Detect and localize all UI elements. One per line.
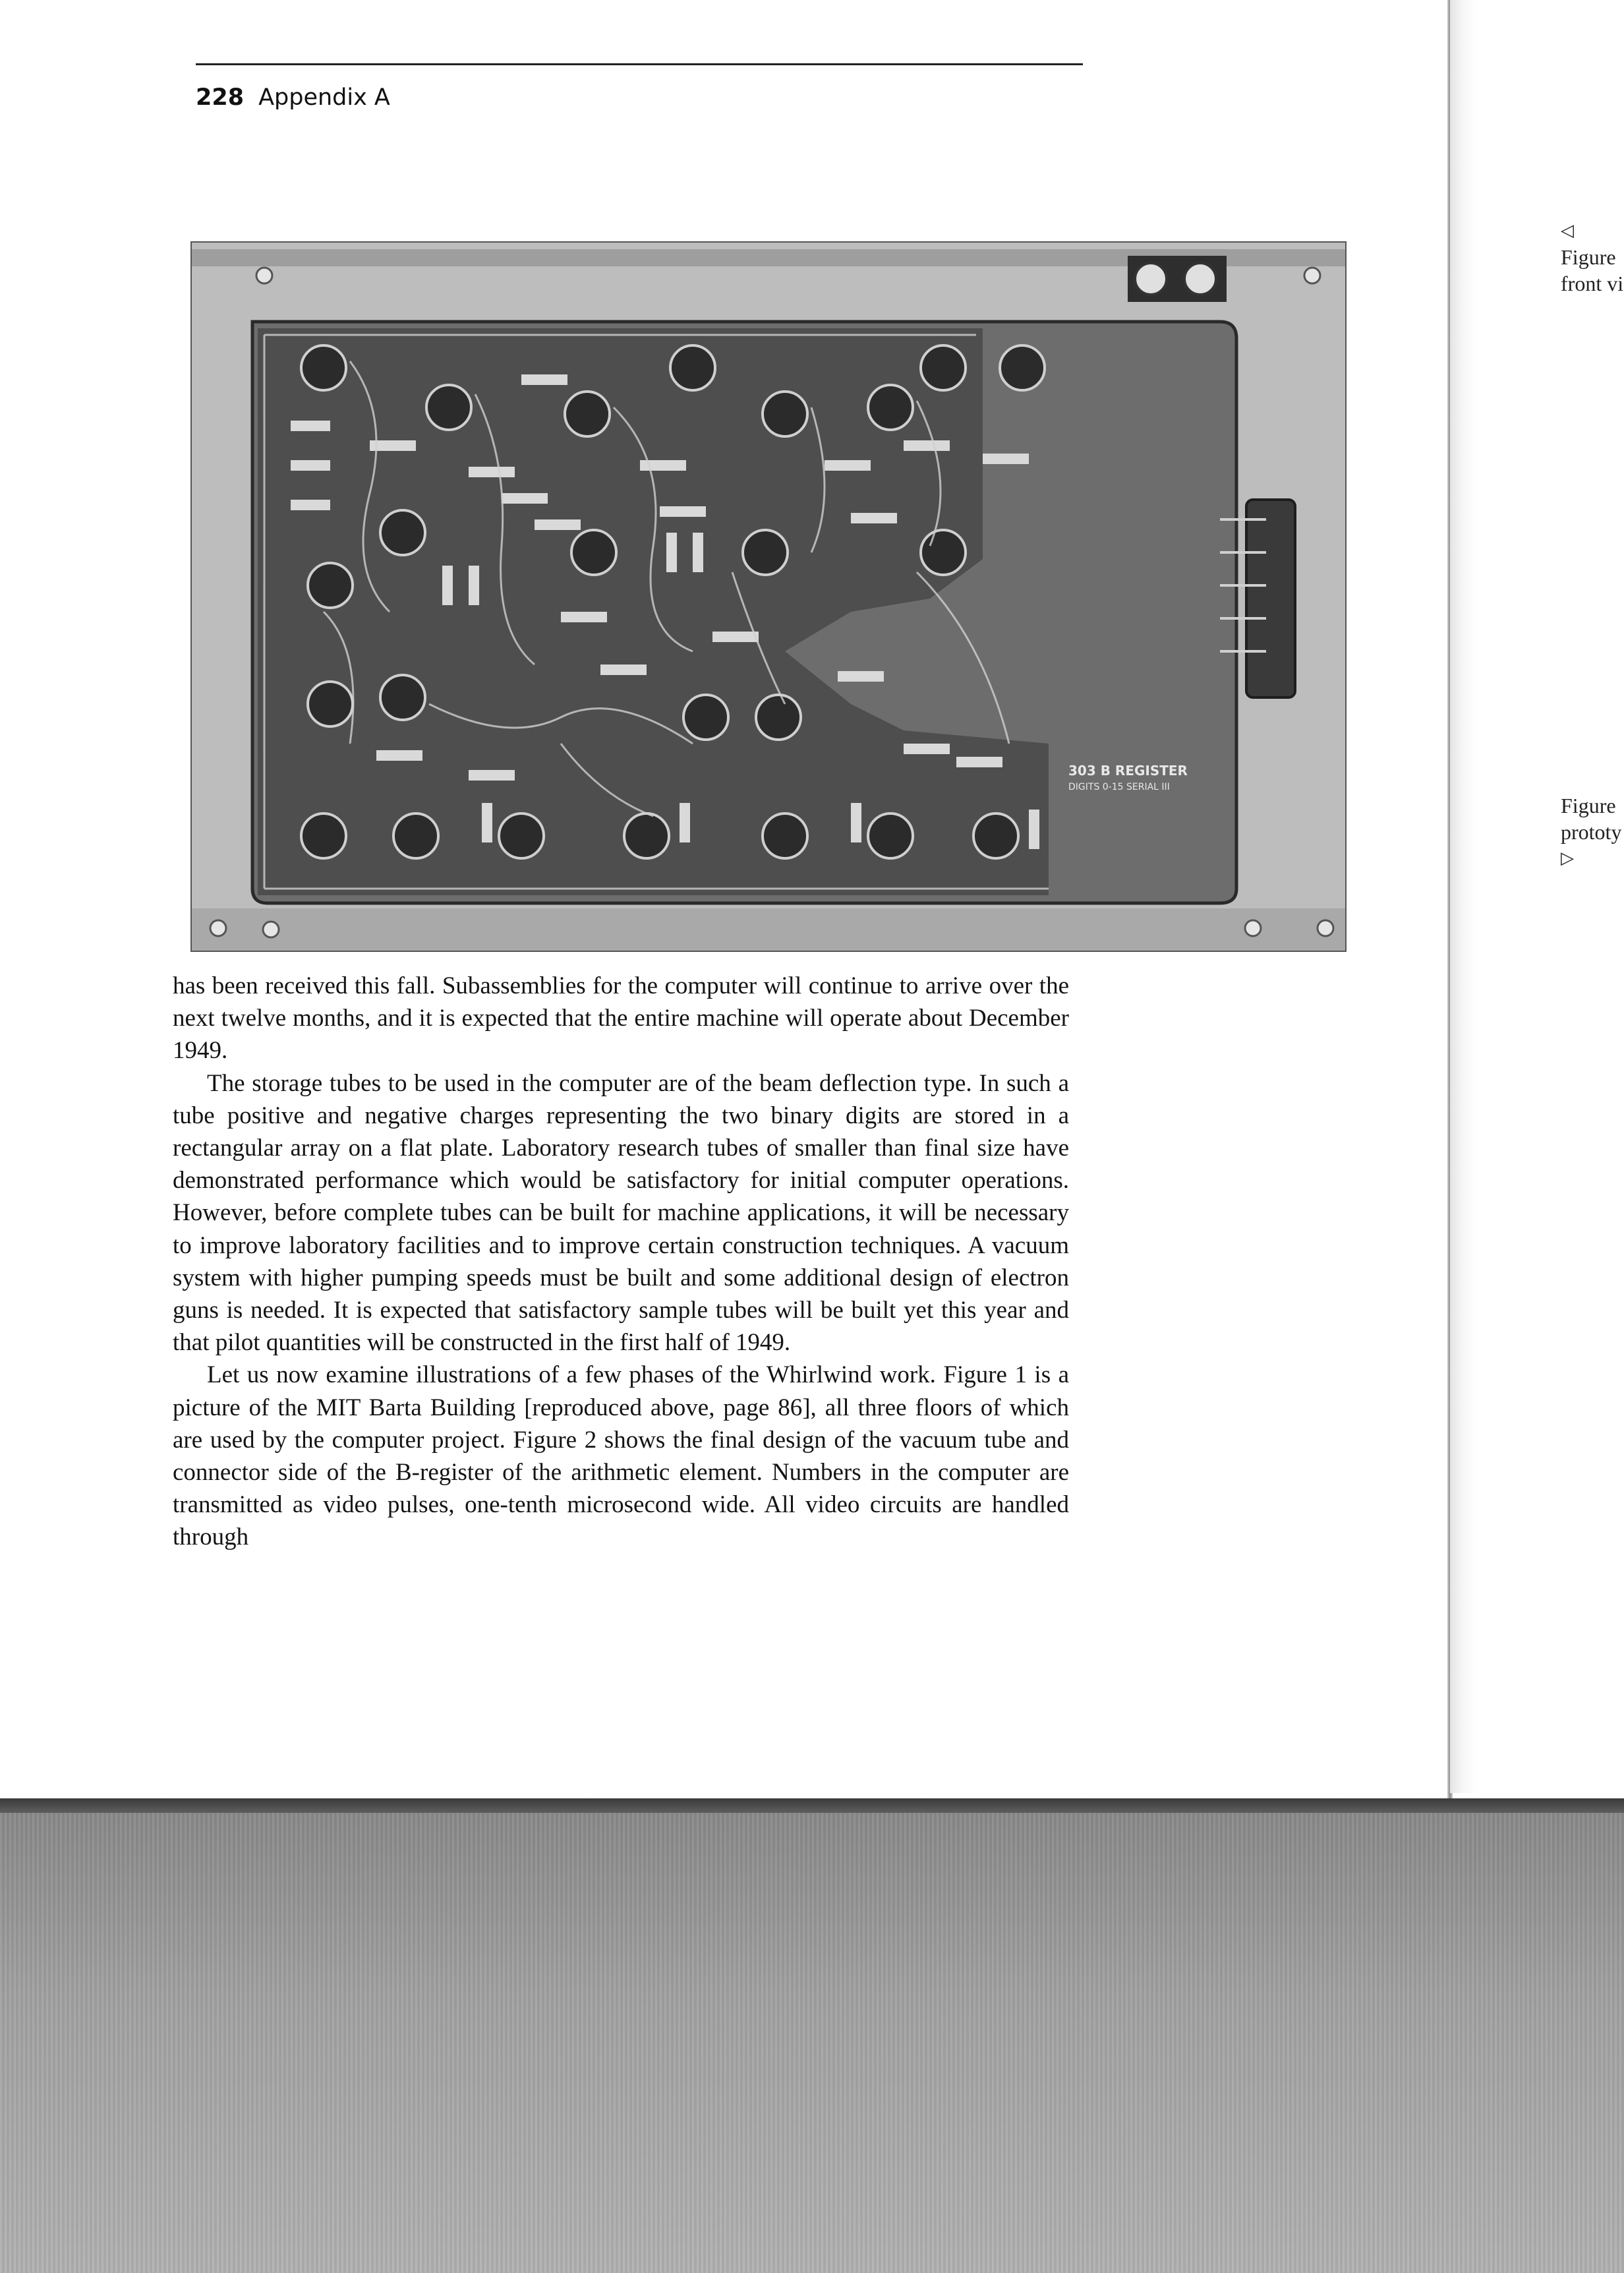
scan-edge (0, 1798, 1624, 1813)
margin-caption-bottom-line1: Figure (1561, 794, 1616, 817)
page-number: 228 (196, 84, 245, 111)
margin-caption-bottom-line2: prototy (1561, 820, 1622, 844)
margin-caption-top-line1: Figure (1561, 245, 1616, 269)
margin-caption-top-line2: front vi (1561, 272, 1624, 295)
figure-photo-b-register (190, 241, 1347, 952)
running-header (196, 84, 390, 111)
paragraph-2: The storage tubes to be used in the computer are of the beam deflection type. In such a tube positive and negative charges representing the two binary digits are stored in a rectangular array on a flat plate. Laboratory research tubes of smaller than final size have demonstrated performance which would be satisfactory for initial computer operations. However, before complete tubes can be built for machine applications, it will be necessary to improve laboratory facilities and to improve certain construction techniques. A vacuum system with higher pumping speeds must be built and some additional design of electron guns is needed. It is expected that satisfactory sample tubes will be built yet this year and that pilot quantities will be constructed in the first half of 1949. (173, 1069, 1069, 1357)
left-triangle-icon: ◁ (1561, 221, 1574, 241)
board-label-line1: 303 B REGISTER (1068, 763, 1188, 779)
section-title: Appendix A (258, 84, 390, 111)
board-label-line2: DIGITS 0-15 SERIAL III (1068, 782, 1170, 792)
body-text (173, 970, 1069, 1554)
margin-caption-bottom (1561, 792, 1624, 871)
scanner-bed (0, 1813, 1624, 2273)
right-triangle-icon: ▷ (1561, 848, 1574, 868)
paragraph-1: has been received this fall. Subassemblies for the computer will continue to arrive over the next twelve months, and it is expected that the entire machine will operate about December 1949. (173, 972, 1069, 1065)
paragraph-3: Let us now examine illustrations of a few phases of the Whirlwind work. Figure 1 is a picture of the MIT Barta Building [reproduced above, page 86], all three floors of which are used by the computer project. Figure 2 shows the final design of the vacuum tube and connector side of the B-register of the arithmetic element. Numbers in the computer are transmitted as video pulses, one-tenth microsecond wide. All video circuits are handled through (173, 1361, 1069, 1551)
header-rule (196, 63, 1083, 65)
margin-caption-top (1561, 218, 1624, 297)
